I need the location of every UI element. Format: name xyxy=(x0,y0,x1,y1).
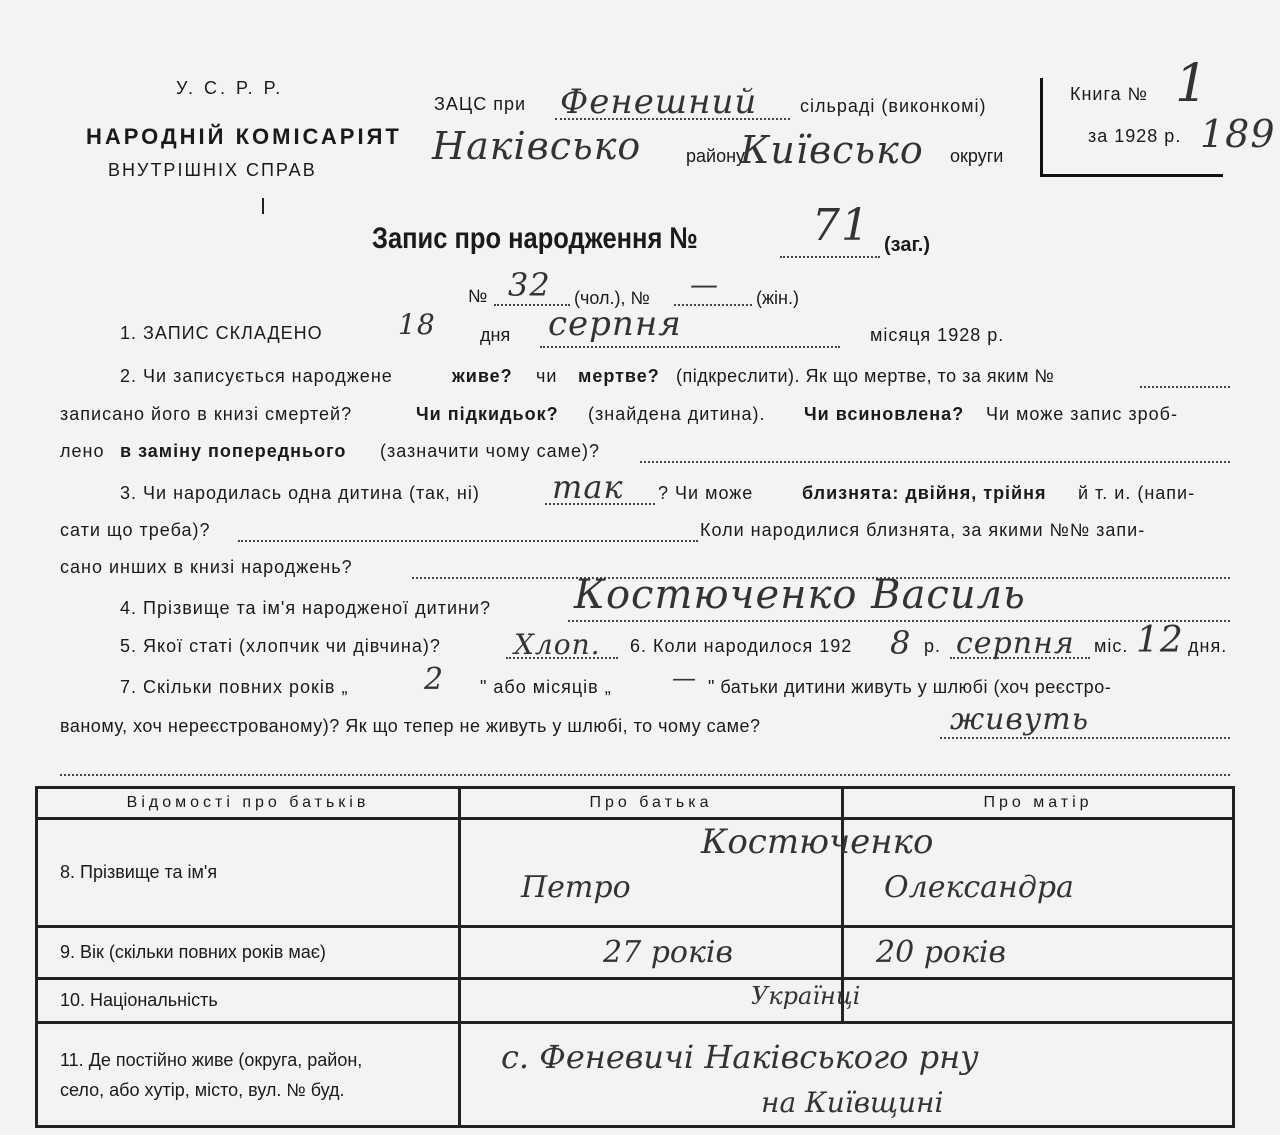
shared-value: Українці xyxy=(751,982,861,1010)
marriage-reason: живуть xyxy=(950,702,1090,737)
female-number-line xyxy=(674,304,752,306)
item5-line xyxy=(506,657,618,659)
item7-line3-dots xyxy=(60,774,1230,776)
item2-line1 xyxy=(1140,386,1230,388)
table-row xyxy=(37,927,1234,979)
table-header-row xyxy=(37,788,1234,819)
mother-cell xyxy=(843,979,1234,1023)
mother-value: 20 років xyxy=(876,935,1006,970)
item3-answer: так xyxy=(552,468,624,506)
item2-line2-e: Чи може запис зроб- xyxy=(986,404,1178,424)
item7-b: " або місяців „ xyxy=(480,677,612,697)
item2-line3-a: лено xyxy=(60,441,105,461)
birth-day: 12 xyxy=(1136,620,1184,661)
item3-line2-a: сати що треба)? xyxy=(60,520,211,540)
birth-month: серпня xyxy=(956,626,1075,661)
item1-day: 18 xyxy=(398,308,436,341)
female-number: — xyxy=(690,268,719,301)
item6-mis: міс. xyxy=(1094,636,1129,656)
father-value: Петро xyxy=(521,870,631,905)
item2-found: (знайдена дитина). xyxy=(588,404,766,424)
item6-day-label: дня. xyxy=(1188,636,1228,656)
header-state: У. С. Р. Р. xyxy=(176,78,284,98)
table-header: Про батька xyxy=(460,788,843,819)
child-sex: Хлоп. xyxy=(514,628,601,661)
father-cell xyxy=(460,979,861,1023)
marriage-months: — xyxy=(672,664,697,692)
table-row xyxy=(37,979,1234,1023)
parents-table xyxy=(35,786,1235,1128)
row-label: 10. Національність xyxy=(37,979,460,1023)
male-number: 32 xyxy=(508,266,551,304)
item3-twins: близнята: двійня, трійня xyxy=(802,483,1047,503)
item6-month-line xyxy=(950,657,1090,659)
item7-line2-dots xyxy=(940,737,1230,739)
item6-label: 6. Коли народилося 192 xyxy=(630,636,853,656)
item2-foundling: Чи підкидьок? xyxy=(416,404,559,424)
item7-a: 7. Скільки повних років „ xyxy=(120,677,349,697)
female-label: (жін.) xyxy=(756,288,799,308)
mother-cell xyxy=(843,819,1234,927)
header-divider xyxy=(262,198,264,214)
item2-adopted: Чи всиновлена? xyxy=(804,404,965,424)
table-header: Відомості про батьків xyxy=(37,788,460,819)
book-year-extra: 189 xyxy=(1200,112,1276,156)
book-number: 1 xyxy=(1175,54,1210,114)
mother-value: Олександра xyxy=(884,870,1074,905)
item3-d: й т. и. (напи- xyxy=(1078,483,1196,503)
item7-c: " батьки дитини живуть у шлюбі (хоч реєстро- xyxy=(708,677,1112,697)
table-row xyxy=(37,1023,1234,1127)
item6-r: р. xyxy=(924,636,942,656)
address-value: с. Феневичі Наківського рну xyxy=(501,1038,979,1076)
marriage-years: 2 xyxy=(424,662,445,697)
father-cell xyxy=(460,819,934,927)
item2-a: 2. Чи записується народжене xyxy=(120,366,393,386)
item7-line2: ваному, хоч нереєстрованому)? Як що тепер не живуть у шлюбі, то чому саме? xyxy=(60,716,761,736)
record-number-line xyxy=(780,256,880,258)
item3-line3: сано инших в книзі народжень? xyxy=(60,557,353,577)
male-label: (чол.), № xyxy=(574,288,650,308)
zags-suffix: сільраді (виконкомі) xyxy=(800,96,987,116)
zags-prefix: ЗАЦС при xyxy=(434,94,527,114)
okrug-label: округи xyxy=(950,146,1004,166)
table-row xyxy=(37,819,1234,927)
item1-label: 1. ЗАПИС СКЛАДЕНО xyxy=(120,323,323,343)
item2-e: (підкреслити). Як що мертве, то за яким № xyxy=(676,366,1055,386)
address-value-2: на Київщині xyxy=(761,1086,944,1119)
okrug-value: Київсько xyxy=(740,128,924,172)
mother-cell xyxy=(843,927,1234,979)
child-name: Костюченко Василь xyxy=(574,572,1026,618)
item2-line3 xyxy=(640,461,1230,463)
item2-line3-c: (зазначити чому саме)? xyxy=(380,441,600,461)
item3-line2 xyxy=(238,540,698,542)
item2-or: чи xyxy=(536,366,558,386)
header-commissariat: НАРОДНІЙ КОМІСАРІЯТ xyxy=(86,124,402,149)
item2-alive: живе? xyxy=(452,366,513,386)
item3-line2-b: Коли народилися близнята, за якими №№ запи- xyxy=(700,520,1146,540)
address-cell xyxy=(460,1023,1234,1127)
book-year: за 1928 р. xyxy=(1088,126,1182,146)
row-label-line2: село, або хутір, місто, вул. № буд. xyxy=(60,1079,345,1100)
item3-b: ? Чи може xyxy=(658,483,754,503)
father-cell xyxy=(460,927,843,979)
item1-year: місяця 1928 р. xyxy=(870,325,1005,345)
item3-answer-line xyxy=(545,503,655,505)
row-label: 8. Прізвище та ім'я xyxy=(37,819,460,927)
item3-a: 3. Чи народилась одна дитина (так, ні) xyxy=(120,483,480,503)
record-title: Запис про народження № xyxy=(372,222,698,255)
item1-month-line xyxy=(540,346,840,348)
item1-day-label: дня xyxy=(480,325,511,345)
sub-no-label: № xyxy=(468,286,488,306)
father-value: 27 років xyxy=(603,935,733,970)
record-suffix: (заг.) xyxy=(884,234,931,256)
row-label-line1: 11. Де постійно живе (округа, район, xyxy=(60,1049,363,1070)
table-header: Про матір xyxy=(843,788,1234,819)
item4-label: 4. Прізвище та ім'я народженої дитини? xyxy=(120,598,492,618)
header-dept: ВНУТРІШНІХ СПРАВ xyxy=(108,160,317,180)
item1-month: серпня xyxy=(548,304,682,344)
item2-replacement: в заміну попереднього xyxy=(120,441,347,461)
item2-line2-a: записано його в книзі смертей? xyxy=(60,404,353,424)
birth-year: 8 xyxy=(890,624,912,662)
district-label: району xyxy=(686,146,746,166)
shared-value: Костюченко xyxy=(701,822,934,862)
district-value: Наківсько xyxy=(432,124,642,168)
row-label xyxy=(37,1023,460,1127)
book-label: Книга № xyxy=(1070,84,1148,104)
row-label: 9. Вік (скільки повних років має) xyxy=(37,927,460,979)
record-number: 71 xyxy=(812,200,870,251)
zags-village: Фенешний xyxy=(560,82,758,122)
item5-label: 5. Якої статі (хлопчик чи дівчина)? xyxy=(120,636,441,656)
item4-line xyxy=(568,620,1230,622)
zags-village-line xyxy=(555,118,790,120)
item2-dead: мертве? xyxy=(578,366,660,386)
